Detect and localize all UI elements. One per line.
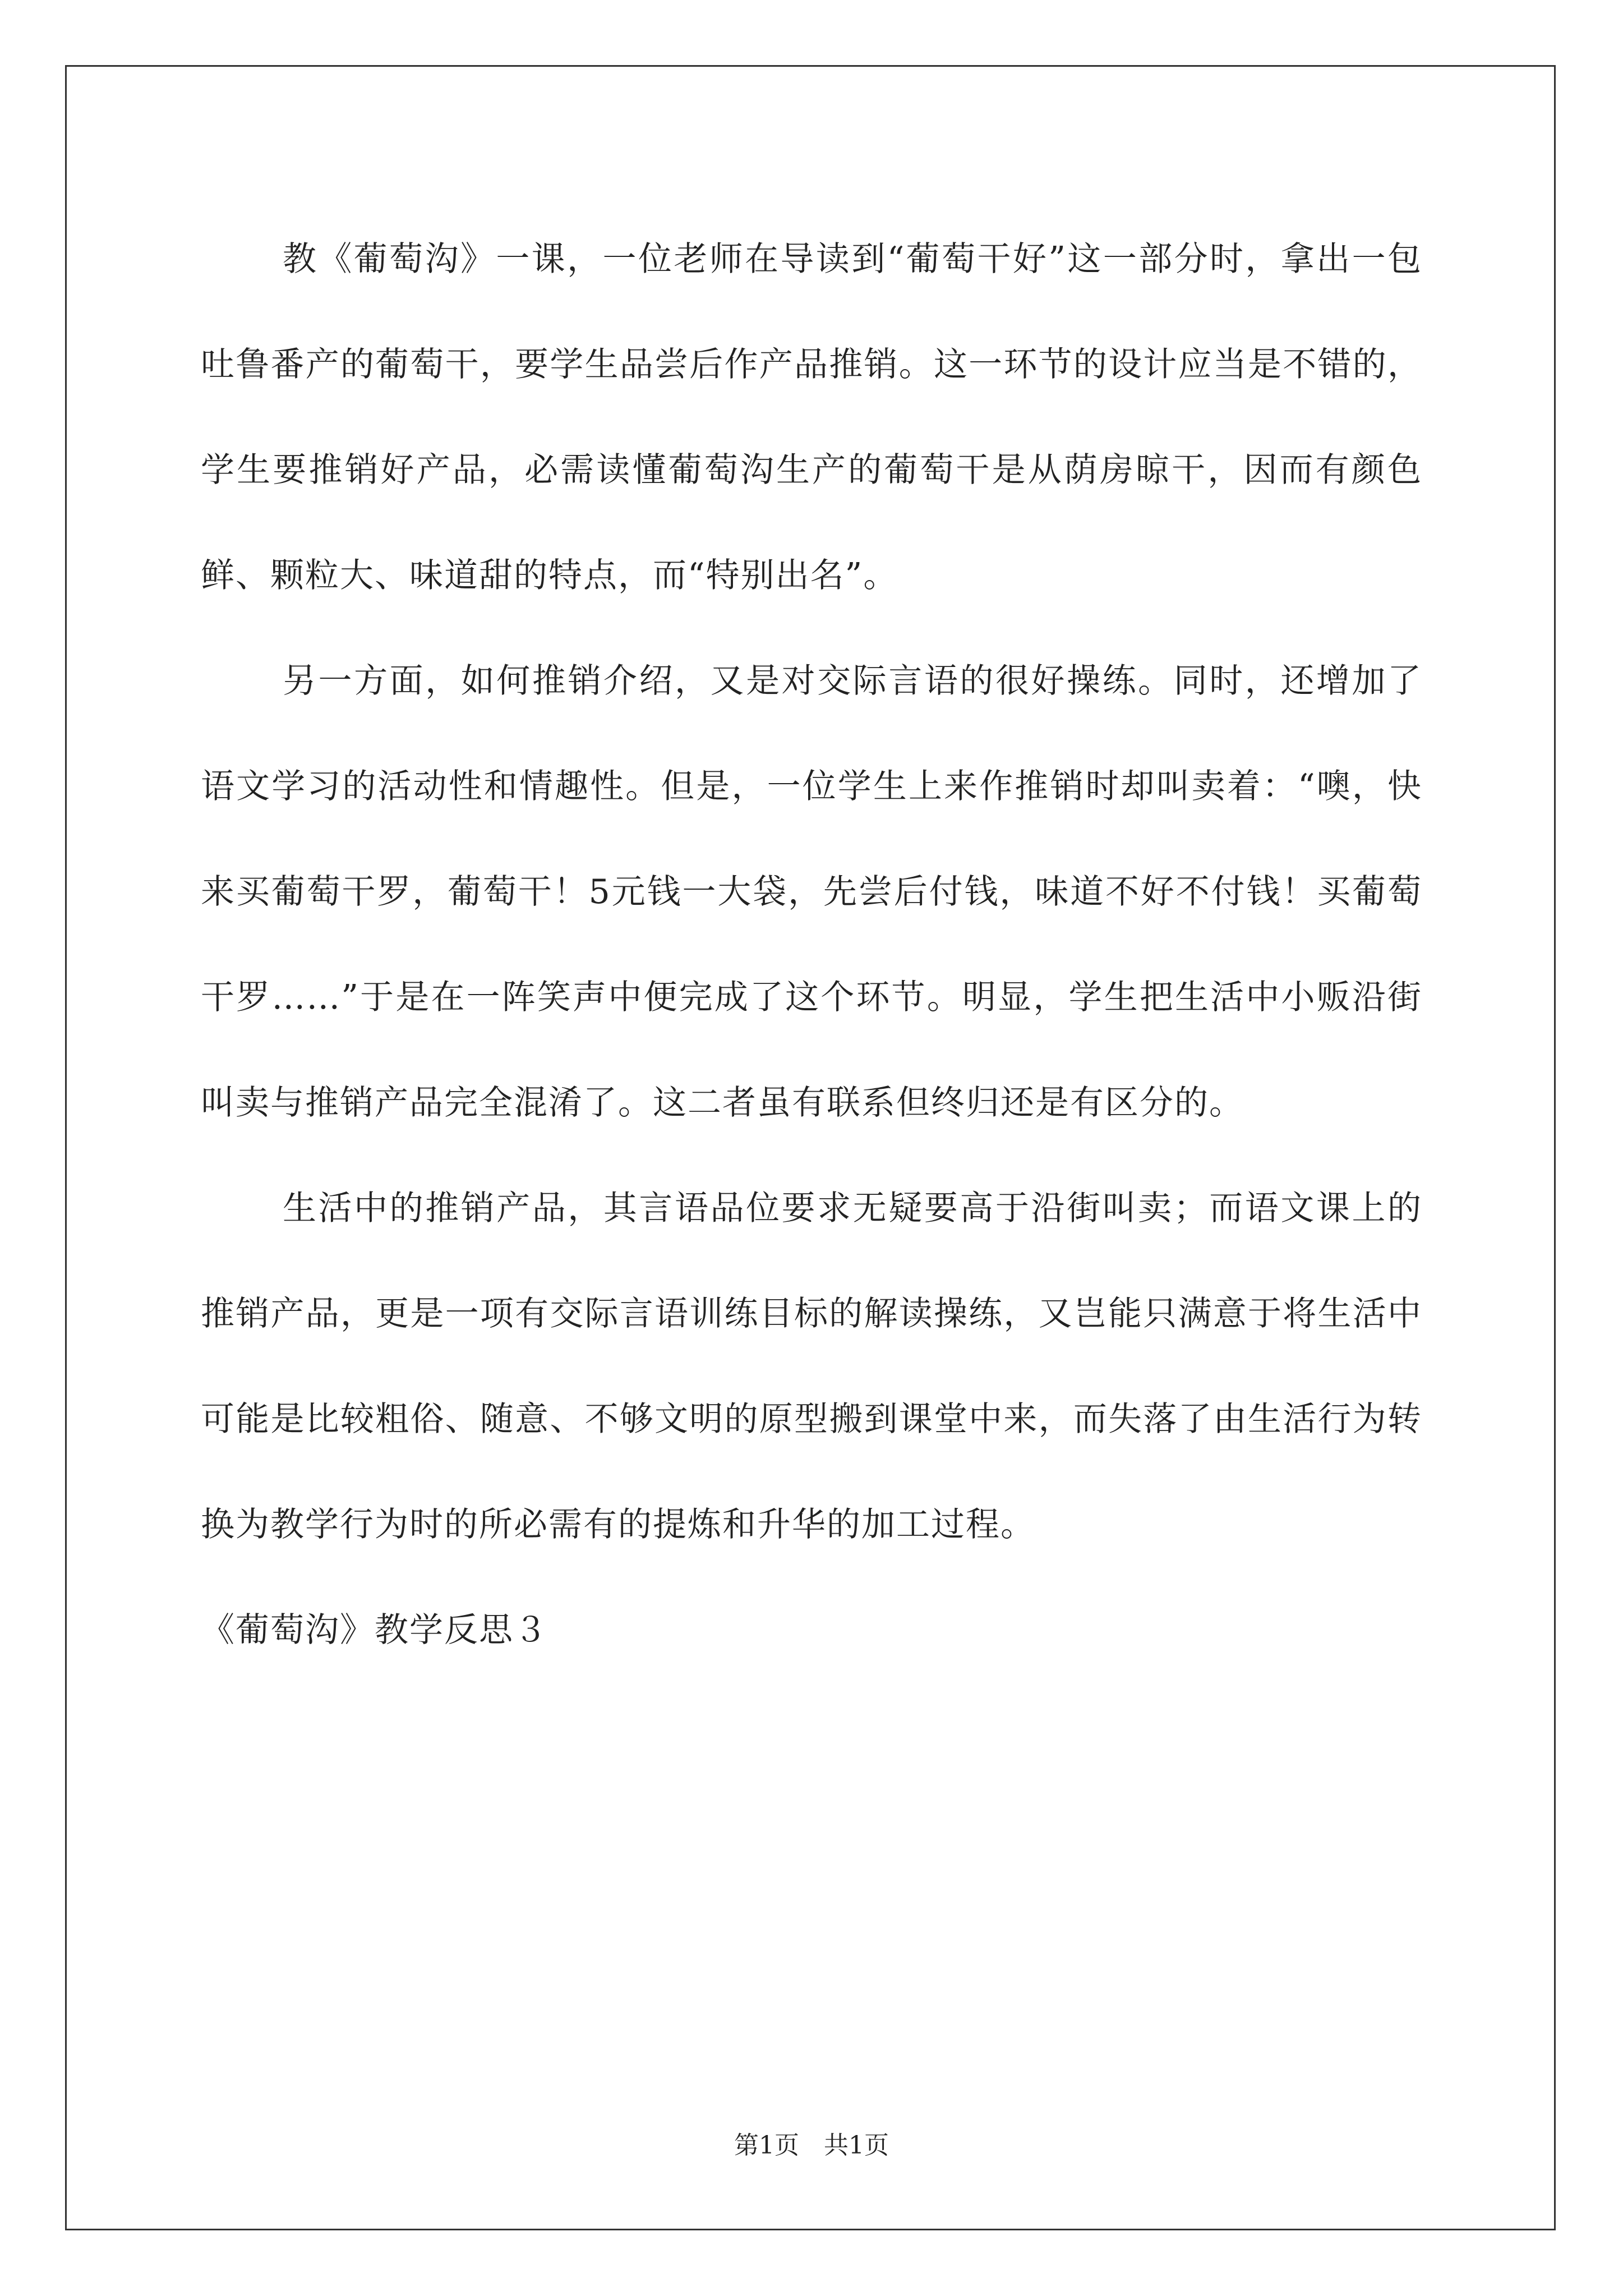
paragraph-1: 教《葡萄沟》一课，一位老师在导读到“葡萄干好”这一部分时，拿出一包吐鲁番产的葡萄干，要学生品尝后作产品推销。这一环节的设计应当是不错的，学生要推销好产品，必需读懂葡萄沟生产的葡萄干是从荫房晾干，因而有颜色鲜、颗粒大、味道甜的特点，而“特别出名”。 [201, 240, 1422, 595]
paragraph-3: 生活中的推销产品，其言语品位要求无疑要高于沿街叫卖；而语文课上的推销产品，更是一项有交际言语训练目标的解读操练，又岂能只满意于将生活中可能是比较粗俗、随意、不够文明的原型搬到课堂中来，而失落了由生活行为转换为教学行为时的所必需有的提炼和升华的加工过程。 [201, 1189, 1422, 1544]
document-body [201, 206, 1422, 1683]
page-footer: 第1页 共1页 [734, 2131, 889, 2160]
section-heading: 《葡萄沟》教学反思３ [201, 1611, 548, 1650]
paragraph-2: 另一方面，如何推销介绍，又是对交际言语的很好操练。同时，还增加了语文学习的活动性和情趣性。但是，一位学生上来作推销时却叫卖着：“噢，快来买葡萄干罗，葡萄干！5元钱一大袋，先尝后付钱，味道不好不付钱！买葡萄干罗……”于是在一阵笑声中便完成了这个环节。明显，学生把生活中小贩沿街叫卖与推销产品完全混淆了。这二者虽有联系但终归还是有区分的。 [201, 661, 1422, 1122]
